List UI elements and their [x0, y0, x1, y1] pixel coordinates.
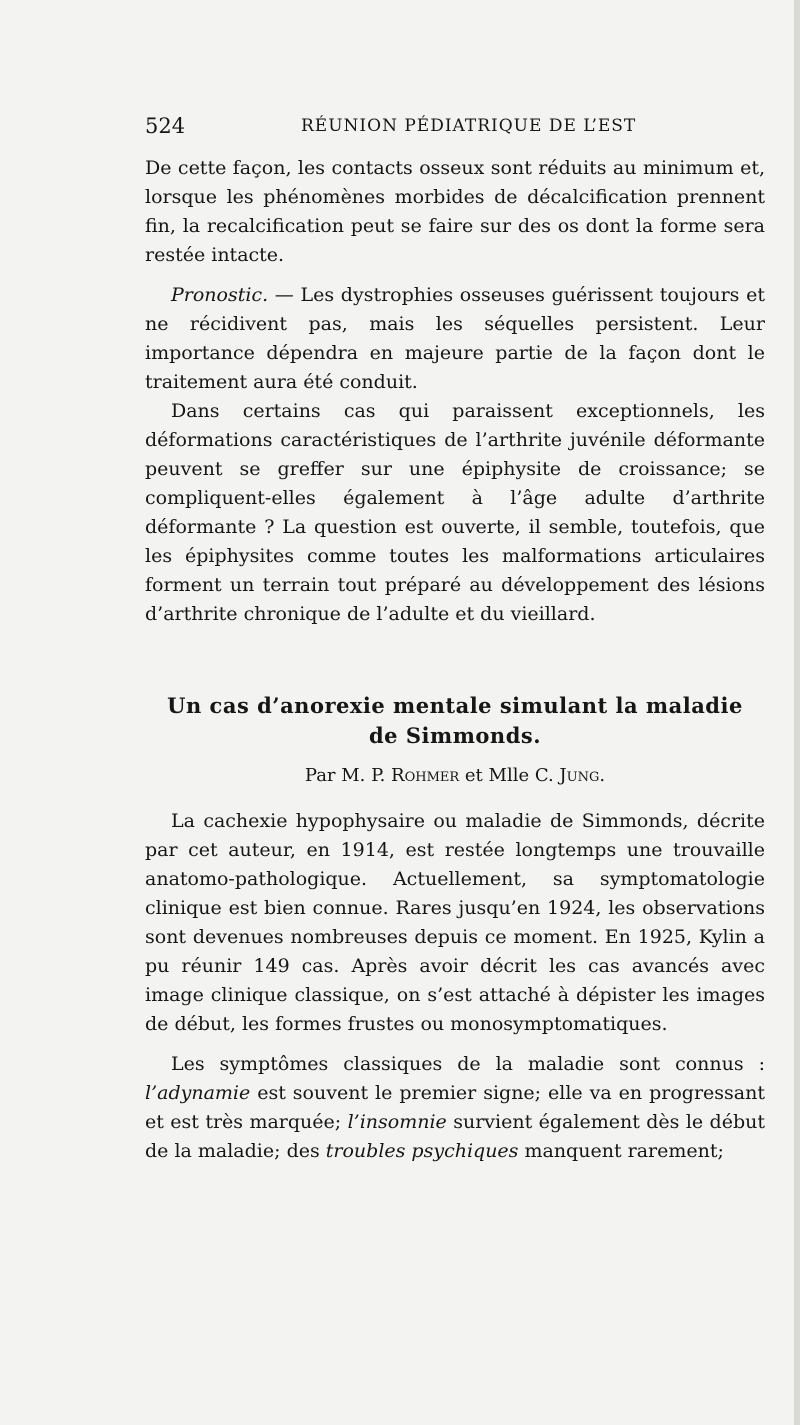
- symptomes-text-d: manquent rarement;: [518, 1140, 724, 1162]
- term-insomnie: l’insomnie: [347, 1111, 447, 1133]
- article-title: [145, 691, 765, 751]
- symptomes-text-c: survient également dès le début de la maladie; des: [145, 1111, 765, 1162]
- byline-mid: et Mlle C.: [459, 765, 560, 786]
- page-number: 524: [145, 114, 186, 138]
- text-body: [145, 154, 765, 1166]
- paragraph-cachexie: La cachexie hypophysaire ou maladie de Simmonds, décrite par cet auteur, en 1914, est restée longtemps une trouvaille anatomo-pathologique. Actuellement, sa symptomatologie clinique est bien connue. Rares jusqu’en 1924, les observations sont devenues nombreuses depuis ce moment. En 1925, Kylin a pu réunir 149 cas. Après avoir décrit les cas avancés avec image clinique classique, on s’est attaché à dépister les images de début, les formes frustes ou monosymptomatiques.: [145, 810, 765, 1035]
- paragraph-pronostic: [145, 281, 765, 397]
- article-byline: [145, 765, 765, 786]
- pronostic-text: — Les dystrophies osseuses guérissent toujours et ne récidivent pas, mais les séquelles persistent. Leur importance dépendra en majeure partie de la façon dont le traitement aura été conduit.: [145, 284, 765, 393]
- term-troubles-psychiques: troubles psychiques: [325, 1140, 519, 1162]
- page-header: [145, 114, 665, 140]
- running-head: RÉUNION PÉDIATRIQUE DE L’EST: [301, 116, 637, 136]
- author-jung: Jung: [559, 765, 600, 786]
- byline-prefix: Par M. P.: [304, 765, 392, 786]
- author-rohmer: Rohmer: [391, 765, 460, 786]
- page-edge: [794, 0, 800, 1425]
- symptomes-text-b: est souvent le premier signe; elle va en progressant et est très marquée;: [145, 1082, 765, 1133]
- paragraph-arthrite: Dans certains cas qui paraissent exceptionnels, les déformations caractéristiques de l’arthrite juvénile déformante peuvent se greffer sur une épiphysite de croissance; se compliquent-elles également à l’âge adulte d’arthrite déformante ? La question est ouverte, il semble, toutefois, que les épiphysites comme toutes les malformations articulaires forment un terrain tout préparé au développement des lésions d’arthrite chronique de l’adulte et du vieillard.: [145, 400, 765, 625]
- term-adynamie: l’adynamie: [145, 1082, 251, 1104]
- byline-end: .: [599, 765, 606, 786]
- article-title-line-1: Un cas d’anorexie mentale simulant la maladie: [167, 693, 743, 718]
- paragraph-symptomes: [145, 1050, 765, 1166]
- symptomes-text-a: Les symptômes classiques de la maladie sont connus :: [171, 1053, 765, 1075]
- paragraph-decalcification: De cette façon, les contacts osseux sont réduits au minimum et, lorsque les phénomènes morbides de décalcification prennent fin, la recalcification peut se faire sur des os dont la forme sera restée intacte.: [145, 157, 765, 266]
- pronostic-label: Pronostic.: [171, 284, 269, 306]
- article-title-line-2: de Simmonds.: [368, 723, 542, 748]
